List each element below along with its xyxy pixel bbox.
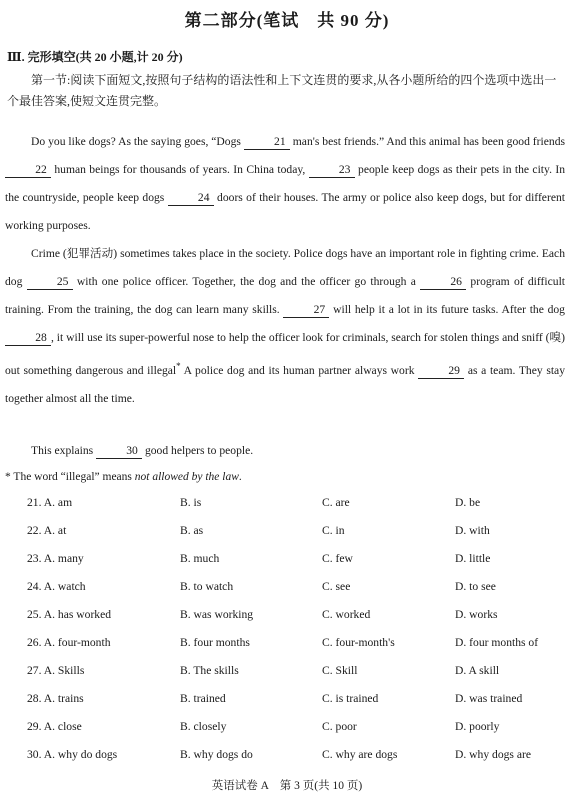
instruction-text (7, 70, 565, 112)
passage-text: This explains (31, 444, 97, 457)
option-c[interactable]: C. worked (322, 608, 371, 621)
option-a[interactable]: 30. A. why do dogs (27, 748, 118, 761)
option-d[interactable]: D. four months of (455, 636, 539, 649)
option-d[interactable]: D. A skill (455, 664, 500, 677)
blank-23: 23 (309, 162, 355, 178)
section-heading: Ⅲ. 完形填空(共 20 小题,计 20 分) (7, 50, 183, 64)
option-b[interactable]: B. much (180, 552, 220, 565)
instruction-body: 第一节:阅读下面短文,按照句子结构的语法性和上下文连贯的要求,从各小题所给的四个选项中选出一个最佳答案,使短文连贯完整。 (7, 73, 557, 108)
blank-30: 30 (96, 443, 142, 459)
option-b[interactable]: B. as (180, 524, 204, 537)
blank-26: 26 (420, 274, 466, 290)
option-row-29 (0, 720, 574, 740)
passage-text: good helpers to people. (142, 444, 254, 457)
option-a[interactable]: 22. A. at (27, 524, 67, 537)
footnote-marker: * (5, 471, 11, 483)
option-row-27 (0, 664, 574, 684)
option-d[interactable]: D. with (455, 524, 490, 537)
option-d[interactable]: D. to see (455, 580, 496, 593)
passage-text: will help it a lot in its future tasks. After the dog (329, 303, 565, 316)
option-a[interactable]: 26. A. four-month (27, 636, 111, 649)
passage-paragraph-1 (5, 128, 565, 240)
blank-25: 25 (27, 274, 73, 290)
option-c[interactable]: C. is trained (322, 692, 379, 705)
option-c[interactable]: C. poor (322, 720, 357, 733)
blank-27: 27 (283, 302, 329, 318)
option-row-25 (0, 608, 574, 628)
passage-text: people keep dogs as their pets in the city. In the countryside, people keep dogs (5, 163, 565, 204)
option-b[interactable]: B. closely (180, 720, 227, 733)
option-a[interactable]: 24. A. watch (27, 580, 86, 593)
option-c[interactable]: C. are (322, 496, 350, 509)
option-row-22 (0, 524, 574, 544)
passage-text: , it will use its super-powerful nose to help the officer look for criminals, search for stolen things and sniff (嗅) out something dangerous and illegal (5, 331, 565, 377)
passage-paragraph-3 (5, 437, 565, 465)
option-c[interactable]: C. few (322, 552, 353, 565)
option-d[interactable]: D. works (455, 608, 498, 621)
option-d[interactable]: D. be (455, 496, 481, 509)
blank-24: 24 (168, 190, 214, 206)
option-a[interactable]: 29. A. close (27, 720, 82, 733)
option-d[interactable]: D. poorly (455, 720, 500, 733)
option-a[interactable]: 25. A. has worked (27, 608, 112, 621)
passage-text: as a team. They stay together almost all the time. (5, 363, 566, 405)
footnote-end: . (238, 471, 242, 483)
passage-paragraph-2 (5, 240, 565, 413)
option-row-28 (0, 692, 574, 712)
footnote-marker: * (176, 361, 181, 371)
passage-text: doors of their houses. The army or police also keep dogs, but for different working purposes. (5, 191, 565, 232)
option-b[interactable]: B. The skills (180, 664, 239, 677)
option-b[interactable]: B. to watch (180, 580, 234, 593)
option-a[interactable]: 28. A. trains (27, 692, 84, 705)
option-b[interactable]: B. is (180, 496, 202, 509)
footnote (5, 471, 242, 483)
option-a[interactable]: 21. A. am (27, 496, 73, 509)
option-row-30 (0, 748, 574, 768)
blank-28: 28 (5, 330, 51, 346)
passage-text: Do you like dogs? As the saying goes, “Dogs (31, 135, 244, 148)
option-b[interactable]: B. four months (180, 636, 250, 649)
passage-text: with one police officer. Together, the dog and the officer go through a (72, 275, 421, 288)
option-a[interactable]: 23. A. many (27, 552, 84, 565)
option-b[interactable]: B. trained (180, 692, 226, 705)
passage-text: human beings for thousands of years. In China today, (51, 163, 309, 176)
passage-text: Crime (犯罪活动) sometimes takes place in the society. Police dogs have an important role in fighting crime. Each dog (5, 247, 565, 288)
option-c[interactable]: C. four-month's (322, 636, 395, 649)
option-row-21 (0, 496, 574, 516)
option-d[interactable]: D. little (455, 552, 491, 565)
passage-text: man's best friends.” And this animal has been good friends (289, 135, 565, 148)
page-title: 第二部分(笔试 共 90 分) (184, 11, 390, 30)
blank-29: 29 (418, 363, 464, 379)
passage-text: A police dog and its human partner always work (180, 363, 419, 377)
page-footer: 英语试卷 A 第 3 页(共 10 页) (211, 780, 363, 792)
blank-21: 21 (244, 134, 290, 150)
option-row-24 (0, 580, 574, 600)
option-b[interactable]: B. was working (180, 608, 254, 621)
option-d[interactable]: D. why dogs are (455, 748, 531, 761)
option-row-23 (0, 552, 574, 572)
option-row-26 (0, 636, 574, 656)
blank-22: 22 (5, 162, 51, 178)
option-c[interactable]: C. in (322, 524, 345, 537)
option-c[interactable]: C. Skill (322, 664, 358, 677)
passage-text: program of difficult training. From the training, the dog can learn many skills. (5, 275, 566, 316)
option-a[interactable]: 27. A. Skills (27, 664, 85, 677)
option-c[interactable]: C. why are dogs (322, 748, 398, 761)
option-b[interactable]: B. why dogs do (180, 748, 253, 761)
footnote-italic: not allowed by the law (134, 471, 239, 483)
footnote-text: The word “illegal” means (10, 471, 135, 483)
option-d[interactable]: D. was trained (455, 692, 523, 705)
option-c[interactable]: C. see (322, 580, 351, 593)
